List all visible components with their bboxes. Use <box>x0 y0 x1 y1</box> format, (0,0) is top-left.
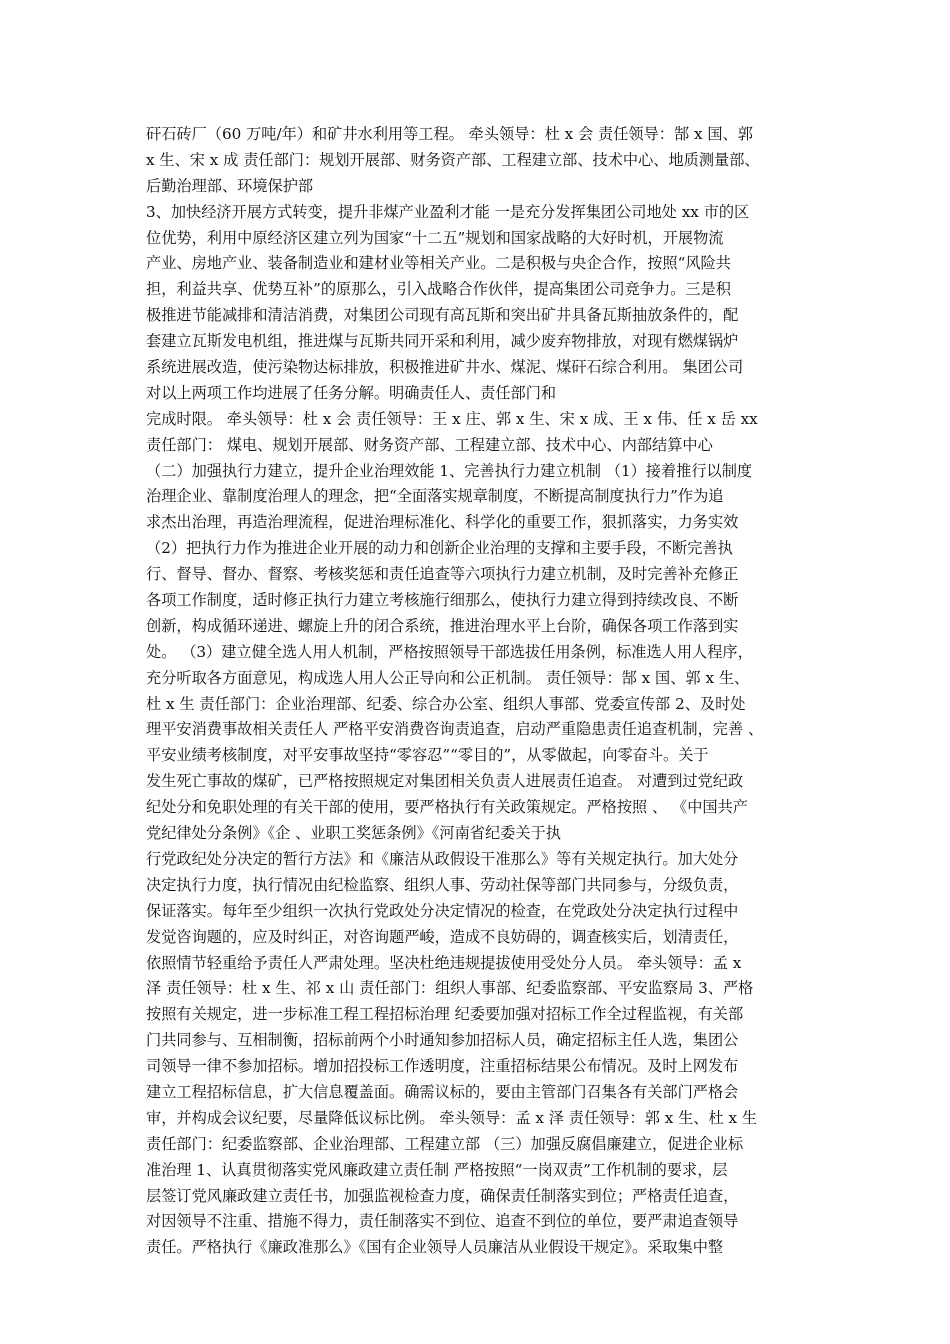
body-text-line: 门共同参与、互相制衡，招标前两个小时通知参加招标人员，确定招标主任人选，集团公 <box>146 1031 739 1050</box>
body-text-line: 位优势，利用中原经济区建立列为国家“十二五”规划和国家战略的大好时机，开展物流 <box>146 228 724 247</box>
body-text-line: 审，并构成会议纪要，尽量降低议标比例。 牵头领导：孟 x 泽 责任领导：郭 x 生、杜 x 生 <box>146 1108 758 1127</box>
body-text-line: 层签订党风廉政建立责任书，加强监视检查力度，确保责任制落实到位；严格责任追查， <box>146 1186 739 1205</box>
body-text-line: 司领导一律不参加招标。增加招投标工作透明度，注重招标结果公布情况。及时上网发布 <box>146 1057 739 1076</box>
body-text-line: 治理企业、靠制度治理人的理念，把“全面落实规章制度，不断提高制度执行力”作为追 <box>146 487 724 506</box>
body-text-line: 担，利益共享、优势互补”的原那么，引入战略合作伙伴，提高集团公司竞争力。三是积 <box>146 280 731 299</box>
body-text-line: （二）加强执行力建立，提升企业治理效能 1、完善执行力建立机制 （1）接着推行以制度 <box>146 461 753 480</box>
body-text-line: 对以上两项工作均进展了任务分解。明确责任人、责任部门和 <box>146 383 557 402</box>
body-text-line: 求杰出治理，再造治理流程，促进治理标准化、科学化的重要工作，狠抓落实，力务实效 <box>146 513 739 532</box>
body-text-line: 行、督导、督办、督察、考核奖惩和责任追查等六项执行力建立机制，及时完善补充修正 <box>146 565 739 584</box>
body-text-line: x 生、宋 x 成 责任部门：规划开展部、财务资产部、工程建立部、技术中心、地质测量部、 <box>146 150 760 169</box>
body-text-line: 完成时限。 牵头领导：杜 x 会 责任领导：王 x 庄、郭 x 生、宋 x 成、王 x 伟、任 x 岳 xx <box>146 409 758 428</box>
body-text-line: 3、加快经济开展方式转变，提升非煤产业盈利才能 一是充分发挥集团公司地处 xx 市的区 <box>146 202 750 221</box>
body-text-line: 责任部门： 煤电、规划开展部、财务资产部、工程建立部、技术中心、内部结算中心 <box>146 435 713 454</box>
body-text-line: 后勤治理部、环境保护部 <box>146 176 314 195</box>
document-body-text <box>146 122 822 1261</box>
body-text-line: 极推进节能减排和清洁消费，对集团公司现有高瓦斯和突出矿井具备瓦斯抽放条件的，配 <box>146 306 739 325</box>
body-text-line: 发生死亡事故的煤矿，已严格按照规定对集团相关负责人进展责任追查。 对遭到过党纪政 <box>146 772 744 791</box>
body-text-line: 行党政纪处分决定的暂行方法》和《廉洁从政假设干准那么》等有关规定执行。加大处分 <box>146 849 739 868</box>
body-text-line: 决定执行力度，执行情况由纪检监察、组织人事、劳动社保等部门共同参与，分级负责， <box>146 875 739 894</box>
body-text-line: 保证落实。每年至少组织一次执行党政处分决定情况的检查，在党政处分决定执行过程中 <box>146 901 739 920</box>
body-text-line: 杜 x 生 责任部门：企业治理部、纪委、综合办公室、组织人事部、党委宣传部 2、及时处 <box>146 694 746 713</box>
body-text-line: 充分听取各方面意见，构成选人用人公正导向和公正机制。 责任领导：郜 x 国、郭 x 生、 <box>146 668 750 687</box>
body-text-line: 纪处分和免职处理的有关干部的使用，要严格执行有关政策规定。严格按照 、 《中国共产 <box>146 798 748 817</box>
body-text-line: 准治理 1、认真贯彻落实党风廉政建立责任制 严格按照“一岗双责”工作机制的要求，层 <box>146 1160 728 1179</box>
body-text-line: 系统进展改造，使污染物达标排放，积极推进矿井水、煤泥、煤矸石综合利用。 集团公司 <box>146 358 744 377</box>
body-text-line: 各项工作制度，适时修正执行力建立考核施行细那么，使执行力建立得到持续改良、不断 <box>146 591 739 610</box>
body-text-line: 处。 （3）建立健全选人用人机制，严格按照领导干部选拔任用条例，标准选人用人程序， <box>146 642 753 661</box>
body-text-line: 平安业绩考核制度，对平安事故坚持“零容忍”“零目的”，从零做起，向零奋斗。关于 <box>146 746 709 765</box>
body-text-line: 发觉咨询题的，应及时纠正，对咨询题严峻，造成不良妨碍的，调查核实后，划清责任， <box>146 927 739 946</box>
body-text-line: 责任。严格执行《廉政准那么》《国有企业领导人员廉洁从业假设干规定》。采取集中整 <box>146 1238 724 1257</box>
body-text-line: 套建立瓦斯发电机组，推进煤与瓦斯共同开采和利用，减少废弃物排放，对现有燃煤锅炉 <box>146 332 739 351</box>
body-text-line: 矸石砖厂（60 万吨/年）和矿井水利用等工程。 牵头领导：杜 x 会 责任领导：郜 x 国、郭 <box>146 125 753 143</box>
body-text-line: 泽 责任领导：杜 x 生、祁 x 山 责任部门：组织人事部、纪委监察部、平安监察局 3、严格 <box>146 979 754 998</box>
body-text-line: 建立工程招标信息，扩大信息覆盖面。确需议标的，要由主管部门召集各有关部门严格会 <box>146 1082 739 1101</box>
body-text-line: 党纪律处分条例》《企 、业职工奖惩条例》《河南省纪委关于执 <box>146 824 561 843</box>
body-text-line: 产业、房地产业、装备制造业和建材业等相关产业。二是积极与央企合作，按照“风险共 <box>146 254 731 273</box>
body-text-line: 依照情节轻重给予责任人严肃处理。坚决杜绝违规提拔使用受处分人员。 牵头领导：孟 x <box>146 953 742 972</box>
body-text-line: （2）把执行力作为推进企业开展的动力和创新企业治理的支撑和主要手段，不断完善执 <box>146 539 733 558</box>
body-text-line: 创新，构成循环递进、螺旋上升的闭合系统，推进治理水平上台阶，确保各项工作落到实 <box>146 616 739 635</box>
body-text-line: 责任部门：纪委监察部、企业治理部、工程建立部 （三）加强反腐倡廉建立，促进企业标 <box>146 1134 744 1153</box>
body-text-line: 对因领导不注重、措施不得力，责任制落实不到位、追查不到位的单位，要严肃追查领导 <box>146 1212 739 1231</box>
body-text-line: 按照有关规定，进一步标准工程工程招标治理 纪委要加强对招标工作全过程监视，有关部 <box>146 1005 744 1024</box>
body-text-line: 理平安消费事故相关责任人 严格平安消费咨询责追查，启动严重隐患责任追查机制，完善 、 <box>146 720 764 739</box>
